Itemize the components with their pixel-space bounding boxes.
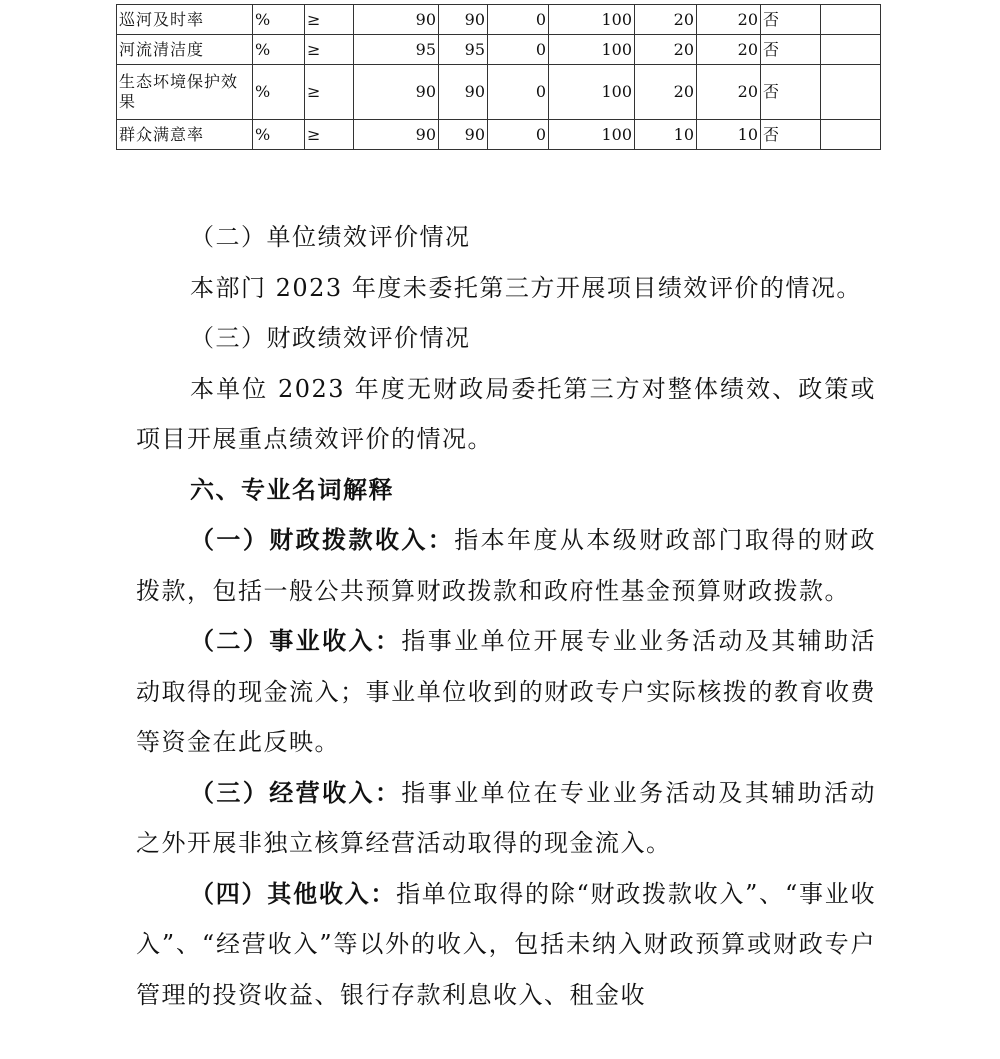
flag-cell: 否 [761, 5, 821, 35]
score-cell: 20 [697, 35, 761, 65]
glossary-term: （一）财政拨款收入： [190, 526, 455, 554]
value-cell: 100 [549, 35, 635, 65]
indicator-name: 群众满意率 [117, 120, 253, 150]
table-row [117, 35, 881, 65]
chapter-heading-glossary: 六、专业名词解释 [190, 475, 394, 504]
value-cell: 90 [354, 120, 439, 150]
value-cell: 10 [635, 120, 697, 150]
value-cell: 90 [354, 5, 439, 35]
score-cell: 20 [697, 5, 761, 35]
glossary-definition: 指本年度从本级财政部门取得的财政拨款，包括一般公共预算财政拨款和政府性基金预算财政拨款。 [136, 526, 877, 605]
unit-cell: % [253, 65, 305, 120]
value-cell: 100 [549, 5, 635, 35]
unit-cell: % [253, 5, 305, 35]
table-row [117, 5, 881, 35]
value-cell: 90 [354, 65, 439, 120]
document-body [136, 212, 876, 1020]
glossary-term: （三）经营收入： [190, 778, 402, 807]
value-cell: 95 [439, 35, 488, 65]
value-cell: 20 [635, 65, 697, 120]
value-cell: 100 [549, 120, 635, 150]
glossary-term: （二）事业收入： [190, 627, 402, 655]
value-cell: 90 [439, 65, 488, 120]
section-heading-unit-evaluation: （二）单位绩效评价情况 [190, 223, 471, 251]
glossary-item [136, 768, 876, 869]
value-cell: 0 [488, 65, 549, 120]
glossary-term: （四）其他收入： [190, 879, 397, 908]
value-cell: 90 [439, 5, 488, 35]
glossary-item [136, 869, 876, 1021]
note-cell [821, 35, 881, 65]
value-cell: 0 [488, 120, 549, 150]
note-cell [821, 65, 881, 120]
operator-cell: ≥ [305, 65, 354, 120]
paragraph-finance-evaluation: 本单位 2023 年度无财政局委托第三方对整体绩效、政策或项目开展重点绩效评价的情况。 [136, 374, 876, 453]
score-cell: 20 [697, 65, 761, 120]
paragraph-unit-evaluation: 本部门 2023 年度未委托第三方开展项目绩效评价的情况。 [190, 273, 862, 302]
operator-cell: ≥ [305, 5, 354, 35]
indicator-name: 河流清洁度 [117, 35, 253, 65]
value-cell: 0 [488, 5, 549, 35]
note-cell [821, 5, 881, 35]
unit-cell: % [253, 35, 305, 65]
flag-cell: 否 [761, 120, 821, 150]
note-cell [821, 120, 881, 150]
table-row [117, 65, 881, 120]
table-row [117, 120, 881, 150]
operator-cell: ≥ [305, 35, 354, 65]
unit-cell: % [253, 120, 305, 150]
glossary-item [136, 515, 876, 616]
performance-indicator-table [116, 4, 881, 150]
glossary-definition: 指单位取得的除“财政拨款收入”、“事业收入”、“经营收入”等以外的收入，包括未纳入财政预算或财政专户管理的投资收益、银行存款利息收入、租金收 [136, 879, 877, 1009]
value-cell: 100 [549, 65, 635, 120]
section-heading-finance-evaluation: （三）财政绩效评价情况 [190, 324, 471, 352]
value-cell: 20 [635, 35, 697, 65]
glossary-definition: 指事业单位开展专业业务活动及其辅助活动取得的现金流入；事业单位收到的财政专户实际核拨的教育收费等资金在此反映。 [136, 627, 876, 756]
value-cell: 90 [439, 120, 488, 150]
flag-cell: 否 [761, 35, 821, 65]
glossary-item [136, 616, 876, 768]
value-cell: 95 [354, 35, 439, 65]
operator-cell: ≥ [305, 120, 354, 150]
glossary-definition: 指事业单位在专业业务活动及其辅助活动之外开展非独立核算经营活动取得的现金流入。 [136, 778, 876, 857]
indicator-name: 生态坏境保护效果 [117, 65, 253, 120]
flag-cell: 否 [761, 65, 821, 120]
value-cell: 20 [635, 5, 697, 35]
score-cell: 10 [697, 120, 761, 150]
value-cell: 0 [488, 35, 549, 65]
indicator-name: 巡河及时率 [117, 5, 253, 35]
